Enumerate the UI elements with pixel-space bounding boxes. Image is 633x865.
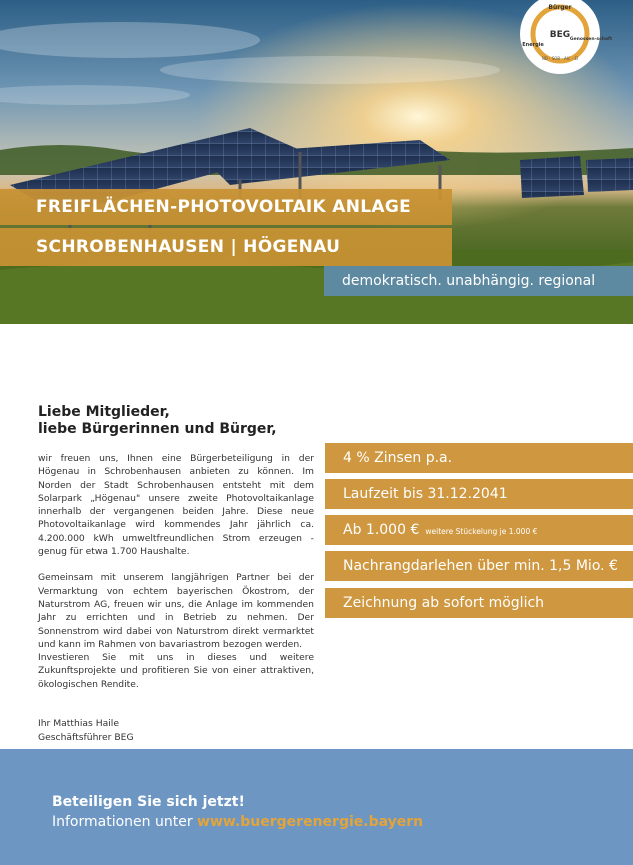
signature-role: Geschäftsführer BEG bbox=[38, 732, 134, 743]
logo-center-word: BEG bbox=[549, 30, 571, 40]
fact-term-label: Laufzeit bis 31.12.2041 bbox=[343, 486, 508, 502]
logo-top-word: Bürger bbox=[548, 4, 572, 11]
letter-paragraph-2: Gemeinsam mit unserem langjährigen Partner bei der Vermarktung von echtem bayerischen Ökostrom, der Naturstrom AG, freuen wir uns, die Anlage im kommenden Jahr zu errichten und in Betrieb zu nehmen. Der Sonnenstrom wird dabei von Naturstrom direkt vermarktet und kann im Rahmen von bavariastrom bezogen werden. bbox=[38, 572, 314, 650]
fact-term bbox=[325, 479, 633, 509]
website-link[interactable]: www.buergerenergie.bayern bbox=[197, 814, 424, 830]
letter-body bbox=[38, 452, 314, 704]
beg-logo bbox=[516, 0, 613, 80]
letter-paragraph-3: Investieren Sie mit uns in dieses und weitere Zukunftsprojekte und profitieren Sie von einer attraktiven, ökologischen Rendite. bbox=[38, 652, 314, 690]
fact-minimum-label: Ab 1.000 € bbox=[343, 522, 420, 538]
logo-bottom-text: ND · SOB · AIC · EI bbox=[541, 56, 579, 61]
signature bbox=[38, 717, 314, 745]
fact-loan bbox=[325, 551, 633, 581]
fact-minimum-note: weitere Stückelung je 1.000 € bbox=[425, 527, 538, 536]
fact-subscription-label: Zeichnung ab sofort möglich bbox=[343, 595, 545, 611]
fact-minimum bbox=[325, 515, 633, 545]
logo-left-word: Energie bbox=[522, 42, 544, 48]
greeting-line-1: Liebe Mitglieder, bbox=[38, 404, 170, 420]
fact-subscription bbox=[325, 588, 633, 618]
signature-name: Ihr Matthias Haile bbox=[38, 718, 120, 729]
letter-paragraph-1: wir freuen uns, Ihnen eine Bürgerbeteiligung in der Högenau in Schrobenhausen anbieten zu können. Im Norden der Stadt Schrobenhausen entsteht mit dem Solarpark „Högenau" unsere zweite Photovoltaikanlage innerhalb der vergangenen beiden Jahre. Diese neue Photovoltaikanlage wird kommendes Jahr jährlich ca. 4.200.000 kWh umweltfreundlichen Strom erzeugen - genug für etwa 1.700 Haushalte. bbox=[38, 453, 314, 558]
headline-line-1: FREIFLÄCHEN-PHOTOVOLTAIK ANLAGE bbox=[0, 189, 452, 225]
fact-interest bbox=[325, 443, 633, 473]
logo-right-word: Genossen-schaft bbox=[569, 37, 613, 42]
info-prefix: Informationen unter bbox=[52, 814, 193, 830]
greeting-line-2: liebe Bürgerinnen und Bürger, bbox=[38, 421, 277, 437]
info-line bbox=[52, 814, 423, 830]
greeting bbox=[38, 404, 318, 438]
fact-interest-label: 4 % Zinsen p.a. bbox=[343, 450, 453, 466]
headline-line-2: SCHROBENHAUSEN | HÖGENAU bbox=[0, 228, 452, 266]
slogan-banner: demokratisch. unabhängig. regional bbox=[324, 266, 633, 296]
fact-loan-label: Nachrangdarlehen über min. 1,5 Mio. € bbox=[343, 558, 618, 574]
hero-image bbox=[0, 0, 633, 324]
call-to-action: Beteiligen Sie sich jetzt! bbox=[52, 794, 245, 810]
